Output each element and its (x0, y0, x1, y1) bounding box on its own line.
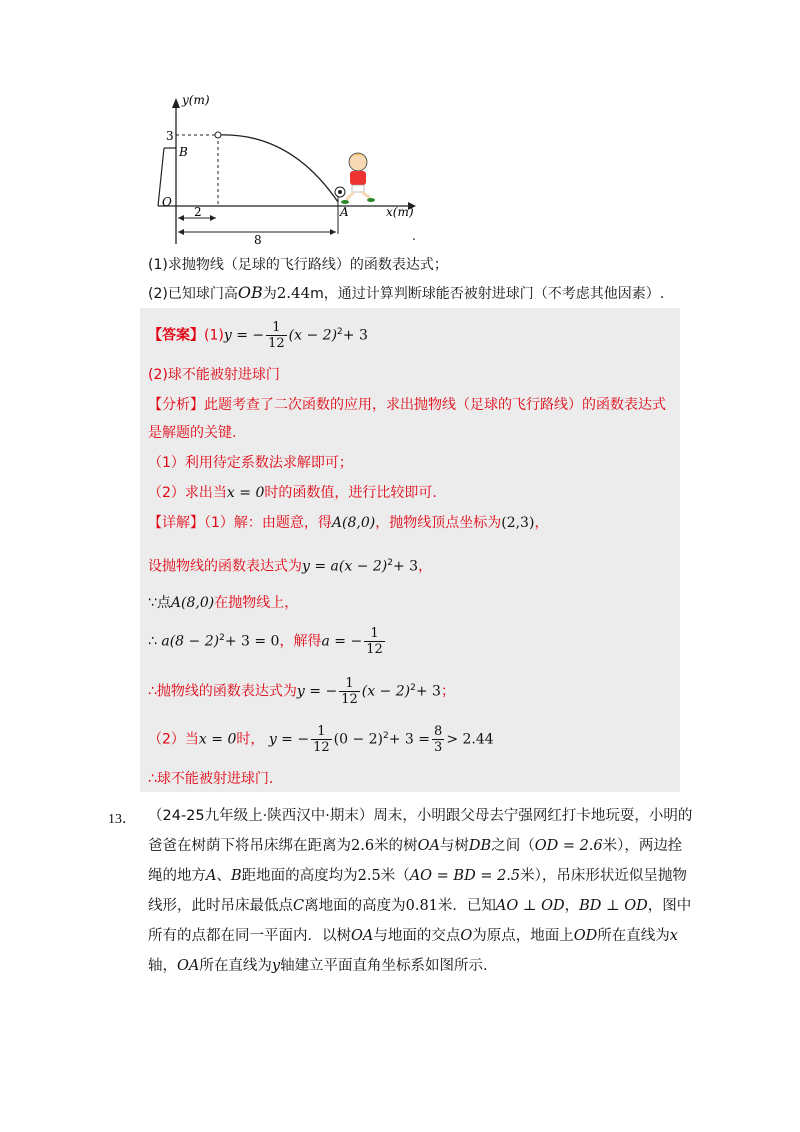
detail-1-c: ， (534, 515, 549, 531)
dim-8-label: 8 (254, 233, 262, 247)
q13-l2-v3: DB (468, 838, 492, 854)
question-1: (1)求抛物线（足球的飞行路线）的函数表达式； (148, 257, 448, 273)
frac-den: 12 (366, 642, 383, 657)
q13-l6-b: 所在直线为 (199, 958, 272, 974)
q13-l2-v1: 2.6 (351, 838, 375, 854)
detail-7 (148, 768, 273, 790)
frac-num: 8 (434, 724, 443, 739)
q2-var: OB (237, 283, 263, 302)
detail-6-d: (0 − 2) (333, 731, 384, 748)
detail-6-eq: x = 0 (198, 731, 237, 748)
answer-p1-prefix: (1) (204, 327, 224, 344)
sq: 2 (387, 558, 393, 568)
q13-l4-b: 离地面的高度为 (304, 898, 406, 914)
analysis-tag: 【分析】 (148, 397, 204, 413)
detail-6-a: （2）当 (148, 731, 199, 748)
q13-l5-c: 为原点，地面上 (472, 928, 574, 944)
step-2-a: （2）求出当 (148, 485, 227, 501)
q13-l3-d: 米（ (380, 868, 410, 884)
detail-1-b: ，抛物线顶点坐标为 (375, 515, 502, 531)
detail-2-b: + 3 (392, 558, 419, 575)
step-2-eq: x = 0 (226, 485, 265, 501)
q13-l6-a: 轴， (148, 958, 177, 974)
label-B: B (179, 145, 188, 159)
q13-l4-a: 线形，此时吊床最低点 (148, 898, 293, 914)
detail-2-eq: y = a(x − 2) (302, 558, 388, 575)
q13-l2-c: 与树 (439, 838, 469, 854)
detail-1 (148, 512, 548, 534)
q13-l4-v2: 0.81 (405, 898, 438, 914)
frac-num: 1 (364, 626, 385, 642)
y-axis-arrow (172, 98, 180, 108)
detail-5-frac (339, 676, 360, 707)
label-O: O (162, 195, 172, 209)
x-axis-label: x(m) (386, 205, 414, 219)
q13-l5-v2: O (460, 928, 473, 944)
q13-l4-c: 米．已知 (437, 898, 496, 914)
sq: 2 (383, 730, 389, 741)
detail-6-e: + 3 = (388, 731, 431, 748)
q13-l3-v3: 2.5 (357, 868, 381, 884)
q13-l2-d: 之间（ (491, 838, 535, 854)
q13-l5-v1: OA (351, 928, 374, 944)
detail-6-frac-a (311, 724, 332, 755)
detail-4-d: a = − (321, 633, 363, 650)
detail-4-eq: a(8 − 2) (161, 633, 220, 650)
q13-l2-e: 米），两边拴 (602, 838, 683, 854)
detail-6-c: y = − (268, 731, 310, 748)
q13-l4-d: ， (564, 898, 580, 914)
frac-num: 1 (266, 320, 287, 336)
q13-l5-v4: x (669, 928, 678, 944)
answer-frac (266, 320, 287, 351)
label-A: A (340, 205, 349, 219)
sq: 2 (410, 682, 416, 693)
detail-6 (148, 724, 494, 755)
answer-line-1 (148, 320, 368, 351)
answer-p2: (2)球不能被射进球门 (148, 367, 280, 383)
frac-num: 1 (311, 724, 332, 740)
analysis-1: 此题考查了二次函数的应用，求出抛物线（足球的飞行路线）的函数表达式 (204, 397, 666, 413)
q13-l3-v2: B (230, 868, 242, 884)
detail-3-a: ∵点 (148, 595, 171, 611)
q13-line-3 (148, 866, 687, 886)
detail-2 (148, 552, 432, 578)
detail-2-c: ， (418, 558, 433, 575)
detail-1-a: （1）解：由题意，得 (204, 515, 332, 531)
answer-tag: 【答案】 (148, 327, 204, 344)
q13-l5-d: 所在直线为 (597, 928, 670, 944)
q13-line-5 (148, 926, 678, 946)
q13-l2-b: 米的树 (374, 838, 418, 854)
q13-l3-a: 绳的地方 (148, 868, 206, 884)
label-3: 3 (166, 129, 174, 143)
answer-formula-right: (x − 2) (288, 327, 338, 344)
q13-line-6 (148, 956, 488, 976)
dim-8-arrow-right (330, 229, 336, 235)
sq: 2 (337, 326, 343, 337)
q13-l4-v3: AO ⊥ OD (495, 898, 565, 914)
q13-l4-v1: C (293, 898, 305, 914)
q13-l2-v4: OD = 2.6 (534, 838, 603, 854)
analysis-line-1 (148, 394, 666, 416)
q13-l3-c: 距地面的高度均为 (241, 868, 358, 884)
q13-l4-v4: BD ⊥ OD (579, 898, 648, 914)
step-1: （1）利用待定系数法求解即可； (148, 455, 353, 471)
detail-5-b: (x − 2) (361, 683, 411, 700)
step-2-b: 时的函数值，进行比较即可. (264, 485, 437, 501)
q13-l2-a: 爸爸在树荫下将吊床绑在距离为 (148, 838, 351, 854)
kid-player-icon (341, 153, 375, 204)
frac-den: 12 (268, 336, 285, 351)
q13-l5-a: 所有的点都在同一平面内．以树 (148, 928, 351, 944)
detail-4-a: ∴ (148, 633, 157, 650)
trailing-dot: . (412, 229, 416, 243)
sq: 2 (219, 632, 225, 643)
q2-text-b: 为 (262, 286, 277, 302)
q13-l5-v3: OD (573, 928, 598, 944)
detail-4 (148, 626, 387, 657)
detail-6-f: > 2.44 (446, 731, 494, 748)
q13-l3-b: 、 (216, 868, 231, 884)
vertex-point (215, 132, 221, 138)
q13-l3-v4: AO = BD = 2.5 (409, 868, 521, 884)
detail-1-vtx: (2,3) (501, 515, 535, 531)
detail-6-b: 时， (236, 731, 265, 748)
dim-2-arrow-right (210, 215, 216, 221)
q13-line-4 (148, 896, 691, 916)
trajectory-figure (140, 92, 440, 252)
detail-3-b: 在抛物线上， (214, 595, 299, 611)
detail-3-pt: A(8,0) (170, 595, 215, 611)
q13-l6-v1: OA (177, 958, 200, 974)
detail-5-c: + 3 (415, 683, 441, 700)
q13-line-2 (148, 836, 682, 856)
q13-line-1: （24-25九年级上·陕西汉中·期末）周末，小明跟父母去宁强网红打卡地玩耍，小明的 (148, 808, 693, 824)
y-axis-label: y(m) (182, 93, 210, 107)
detail-5-d: ； (440, 683, 455, 700)
detail-5-a: ∴抛物线的函数表达式为 (148, 683, 297, 700)
question-2 (148, 282, 664, 305)
detail-4-c: ，解得 (279, 633, 322, 650)
detail-tag: 【详解】 (148, 515, 204, 531)
football-icon (335, 187, 345, 197)
q13-l6-c: 轴建立平面直角坐标系如图所示. (280, 958, 488, 974)
frac-den: 12 (341, 692, 358, 707)
q13-l2-v2: OA (417, 838, 440, 854)
q2-text-a: (2)已知球门高 (148, 286, 238, 302)
trajectory-curve (218, 135, 338, 202)
q13-l6-v2: y (271, 958, 281, 974)
dim-2-label: 2 (194, 205, 202, 219)
detail-2-a: 设抛物线的函数表达式为 (148, 558, 302, 575)
q2-text-c: m，通过计算判断球能否被射进球门（不考虑其他因素）. (310, 286, 665, 302)
question-number: 13． (108, 812, 136, 827)
q13-l3-v1: A (206, 868, 217, 884)
analysis-line-2: 是解题的关键. (148, 425, 237, 441)
detail-3 (148, 592, 298, 614)
answer-plus3: + 3 (342, 327, 368, 344)
detail-7-text: ∴球不能被射进球门. (148, 771, 274, 787)
detail-5-eq: y = − (296, 683, 338, 700)
detail-4-b: + 3 = 0 (224, 633, 280, 650)
dim-8-arrow-left (178, 229, 184, 235)
frac-den: 12 (313, 740, 330, 755)
trajectory-diagram (140, 92, 440, 252)
answer-formula-left: y = − (223, 327, 265, 344)
step-2 (148, 482, 437, 504)
detail-6-frac-b (432, 724, 444, 755)
q2-val: 2.44 (276, 284, 311, 302)
detail-1-pt: A(8,0) (331, 515, 376, 531)
q13-l4-e: ，图中 (647, 898, 692, 914)
answer-block (140, 308, 680, 792)
q13-l3-e: 米），吊床形状近似呈抛物 (520, 868, 687, 884)
detail-4-frac (364, 626, 385, 657)
q13-l5-b: 与地面的交点 (373, 928, 461, 944)
dim-2-arrow-left (178, 215, 184, 221)
frac-den: 3 (434, 740, 443, 755)
frac-num: 1 (339, 676, 360, 692)
detail-5 (148, 676, 455, 707)
